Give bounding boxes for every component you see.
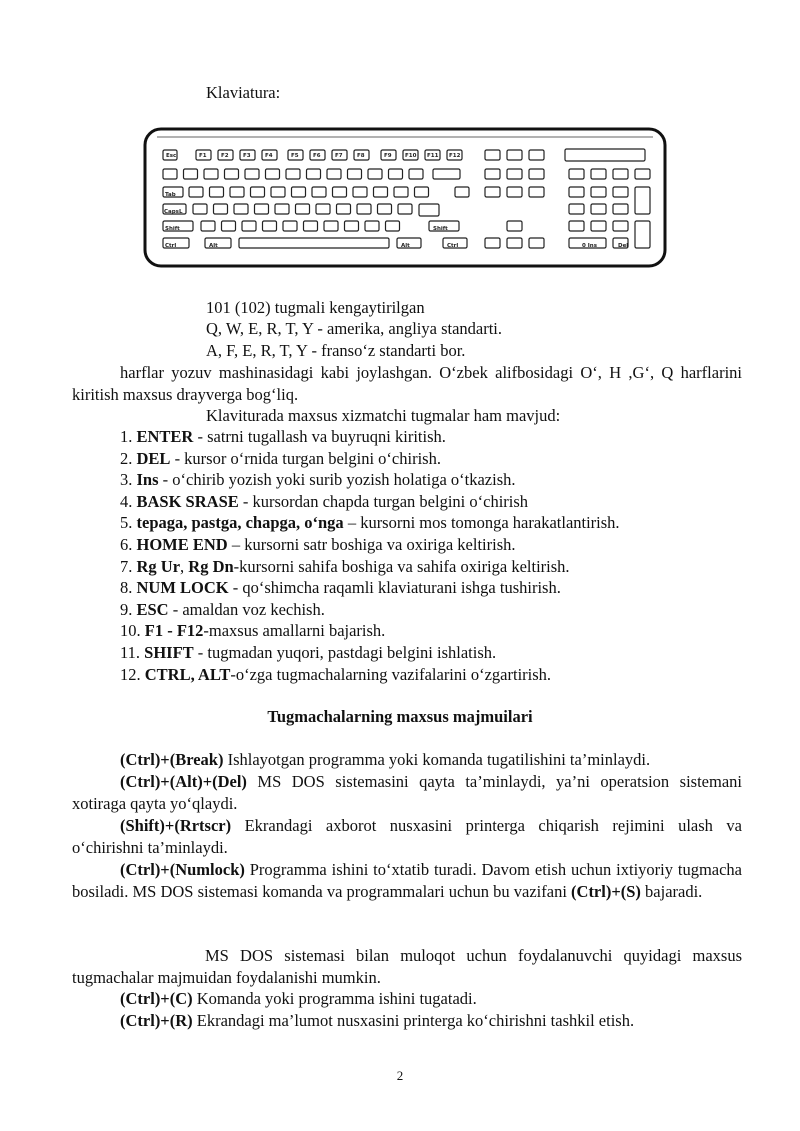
key-number-row [409, 169, 423, 179]
key-f2-label: F2 [221, 153, 229, 159]
key-numpad [613, 169, 628, 179]
key-f4-label: F4 [265, 153, 273, 159]
combo-text-tail: bajaradi. [640, 881, 703, 901]
key-number-row [307, 169, 321, 179]
key-letter [378, 204, 392, 214]
list-number: 3. [120, 470, 137, 490]
key-nav [485, 187, 500, 197]
combo-ctrl-numlock [72, 859, 742, 902]
key-f7-label: F7 [335, 153, 343, 159]
key-letter [283, 221, 297, 231]
key-space [239, 238, 389, 248]
key-letter [324, 221, 338, 231]
key-f11-label: F11 [427, 153, 439, 159]
combo-text: Ekrandagi ma’lumot nusxasini printerga ko‘chirishni tashkil etish. [192, 1011, 635, 1030]
combo-shift-prtscr [72, 815, 742, 858]
list-item [120, 556, 570, 578]
combo-key: (Shift)+(Rrtscr) [120, 816, 232, 835]
key-nav [507, 187, 522, 197]
key-number-row [204, 169, 218, 179]
key-f3-label: F3 [243, 153, 251, 159]
list-key: tepaga, pastga, chapga, o‘nga [136, 513, 344, 533]
key-arrow-up [507, 221, 522, 231]
key-f10-label: F10 [405, 153, 417, 159]
key-letter [353, 187, 367, 197]
key-tab-label: Tab [165, 192, 176, 198]
key-numpad [613, 221, 628, 231]
list-key-2: Rg Dn [188, 556, 234, 576]
list-item [120, 448, 441, 470]
key-numpad [569, 169, 584, 179]
list-number: 1. [120, 427, 137, 446]
list-item [120, 491, 528, 513]
key-numpad [569, 221, 584, 231]
list-number: 4. [120, 491, 137, 511]
combo-key: (Ctrl)+(C) [120, 989, 193, 1008]
key-f6-label: F6 [313, 153, 321, 159]
key-f8-label: F8 [357, 153, 365, 159]
key-letter [296, 204, 310, 214]
key-letter [255, 204, 269, 214]
list-item [120, 512, 620, 534]
key-letter [394, 187, 408, 197]
list-desc: -o‘zga tugmachalarning vazifalarini o‘zgartirish. [230, 664, 552, 684]
key-numpad [591, 204, 606, 214]
list-desc: - kursordan chapda turgan belgini o‘chirish [238, 491, 529, 511]
key-backspace [433, 169, 460, 179]
key-nav [529, 187, 544, 197]
key-letter [210, 187, 224, 197]
list-number: 11. [120, 643, 145, 662]
key-letter [193, 204, 207, 214]
key-letter [357, 204, 371, 214]
list-key: Rg Ur [136, 556, 181, 576]
key-ctrl-left-label: Ctrl [165, 243, 177, 249]
key-letter [271, 187, 285, 197]
list-desc: - amaldan voz kechish. [168, 599, 325, 619]
intro-line-3: A, F, E, R, T, Y - franso‘z standarti bor. [206, 341, 466, 360]
combo-key-inline: (Ctrl)+(S) [571, 881, 641, 901]
list-item [120, 426, 446, 448]
key-arrow [507, 238, 522, 248]
list-number: 6. [120, 535, 137, 554]
key-num-zero-label: 0 Ins [582, 243, 597, 249]
key-number-row [327, 169, 341, 179]
list-item [120, 469, 516, 491]
key-letter [234, 204, 248, 214]
list-number: 8. [120, 578, 137, 598]
key-letter [398, 204, 412, 214]
key-f9-label: F9 [384, 153, 392, 159]
keyboard-indicators [565, 149, 645, 161]
key-number-row [286, 169, 300, 179]
key-shift-right-label: Shift [433, 226, 448, 232]
list-key: NUM LOCK [136, 578, 229, 598]
list-desc: – kursorni satr boshiga va oxiriga keltirish. [227, 535, 516, 554]
combo-ctrl-alt-del [72, 771, 742, 814]
list-desc: -kursorni sahifa boshiga va sahifa oxiriga keltirish. [233, 556, 570, 576]
key-enter [419, 204, 439, 216]
key-numpad [591, 169, 606, 179]
key-letter [222, 221, 236, 231]
list-key: ESC [136, 599, 169, 619]
list-key: BASK SRASE [136, 491, 239, 511]
list-key: CTRL, ALT [144, 664, 231, 684]
key-numpad [613, 187, 628, 197]
combo-key: (Ctrl)+(Break) [120, 750, 224, 769]
key-number-row [245, 169, 259, 179]
list-key: DEL [136, 448, 171, 468]
key-letter [312, 187, 326, 197]
list-key: ENTER [136, 427, 194, 446]
list-number: 7. [120, 556, 137, 576]
section-heading: Tugmachalarning maxsus majmuilari [267, 707, 533, 726]
page-number: 2 [396, 1068, 404, 1083]
key-numpad [635, 169, 650, 179]
key-letter [263, 221, 277, 231]
key-number-row [348, 169, 362, 179]
key-arrow [529, 238, 544, 248]
key-number-row [184, 169, 198, 179]
list-item [120, 620, 385, 642]
list-number: 10. [120, 621, 145, 641]
combo-text: MS DOS sistemasini qayta ta’minlaydi, ya’ni operatsion sistemani xotiraga qayta yo‘qlaydi. [72, 772, 742, 813]
combo-text: Programma ishini to‘xtatib turadi. Davom etish uchun ixtiyoriy tugmacha bosiladi. MS DOS sistemasi komanda va programmalari uchun bu vazifani [72, 860, 742, 901]
list-item [120, 599, 325, 621]
combo-ctrl-r [72, 1010, 742, 1032]
list-number: 5. [120, 513, 137, 533]
list-key: HOME END [136, 535, 228, 554]
key-numpad [591, 221, 606, 231]
key-numpad-plus [635, 187, 650, 214]
key-sys-2 [529, 150, 544, 160]
list-number: 12. [120, 664, 145, 684]
key-letter [230, 187, 244, 197]
key-numpad [613, 204, 628, 214]
list-number: 9. [120, 599, 137, 619]
key-number-row [163, 169, 177, 179]
key-letter [345, 221, 359, 231]
key-letter [189, 187, 203, 197]
key-numpad [569, 204, 584, 214]
keyboard-illustration [143, 126, 667, 268]
key-number-row [225, 169, 239, 179]
key-letter [386, 221, 400, 231]
list-key: Ins [136, 470, 159, 490]
combo-ctrl-break [72, 749, 742, 771]
intro-line-1: 101 (102) tugmali kengaytirilgan [206, 298, 425, 317]
key-sys-1 [507, 150, 522, 160]
key-letter [333, 187, 347, 197]
combo-key: (Ctrl)+(Alt)+(Del) [120, 772, 247, 791]
key-letter [304, 221, 318, 231]
key-alt-left-label: Alt [209, 243, 218, 249]
list-item [120, 664, 551, 686]
key-ctrl-right-label: Ctrl [447, 243, 459, 249]
combo-key: (Ctrl)+(Numlock) [120, 860, 245, 879]
key-f12-label: F12 [449, 153, 461, 159]
key-letter [201, 221, 215, 231]
list-item [120, 642, 496, 664]
key-numpad-enter [635, 221, 650, 248]
key-shift-left-label: Shift [165, 226, 180, 232]
key-nav [529, 169, 544, 179]
list-item [120, 534, 516, 556]
key-esc-label: Esc [166, 153, 177, 159]
key-letter [316, 204, 330, 214]
key-alt-right-label: Alt [401, 243, 410, 249]
key-numpad [569, 187, 584, 197]
key-f1-label: F1 [199, 153, 207, 159]
paragraph-harflar: harflar yozuv mashinasidagi kabi joylashgan. O‘zbek alifbosidagi O‘, H ,G‘, Q harflarini kiritish maxsus drayverga bog‘liq. [72, 363, 742, 404]
key-nav [507, 169, 522, 179]
key-number-row [368, 169, 382, 179]
key-sys-0 [485, 150, 500, 160]
key-nav [485, 169, 500, 179]
combo-key: (Ctrl)+(R) [120, 1011, 193, 1030]
list-desc: - kursor o‘rnida turgan belgini o‘chirish. [170, 448, 441, 468]
key-f5-label: F5 [291, 153, 299, 159]
key-num-del-label: Del [618, 243, 629, 249]
list-desc: -maxsus amallarni bajarish. [203, 621, 386, 641]
key-letter [242, 221, 256, 231]
list-key: F1 - F12 [144, 621, 204, 641]
paragraph-ms-dos: MS DOS sistemasi bilan muloqot uchun foydalanuvchi quyidagi maxsus tugmachalar majmuidan foydalanishi mumkin. [72, 946, 742, 987]
combo-text: Ishlayotgan programma yoki komanda tugatilishini ta’minlaydi. [223, 750, 651, 769]
combo-text: Komanda yoki programma ishini tugatadi. [192, 989, 477, 1008]
key-caps-label: CapsL [164, 209, 183, 215]
key-letter [415, 187, 429, 197]
key-numpad [591, 187, 606, 197]
list-number: 2. [120, 448, 137, 468]
list-desc: - qo‘shimcha raqamli klaviaturani ishga tushirish. [228, 578, 561, 598]
list-desc: – kursorni mos tomonga harakatlantirish. [343, 513, 620, 533]
keyboard-title: Klaviatura: [206, 83, 281, 102]
key-letter [337, 204, 351, 214]
key-backslash [455, 187, 469, 197]
key-letter [292, 187, 306, 197]
service-keys-intro: Klaviturada maxsus xizmatchi tugmalar ham mavjud: [206, 406, 561, 425]
list-desc: - tugmadan yuqori, pastdagi belgini ishlatish. [193, 643, 497, 662]
key-letter [374, 187, 388, 197]
list-key: SHIFT [144, 643, 194, 662]
list-item [120, 577, 561, 599]
combo-text: Ekrandagi axborot nusxasini printerga chiqarish rejimini ulash va o‘chirishni ta’minlaydi. [72, 816, 742, 857]
key-arrow [485, 238, 500, 248]
key-letter [275, 204, 289, 214]
key-letter [214, 204, 228, 214]
key-number-row [266, 169, 280, 179]
list-desc: - o‘chirib yozish yoki surib yozish holatiga o‘tkazish. [158, 470, 516, 490]
list-sep: , [180, 556, 189, 576]
key-letter [251, 187, 265, 197]
key-letter [365, 221, 379, 231]
list-desc: - satrni tugallash va buyruqni kiritish. [193, 427, 446, 446]
key-number-row [389, 169, 403, 179]
combo-ctrl-c [72, 988, 742, 1010]
intro-line-2: Q, W, E, R, T, Y - amerika, angliya standarti. [206, 319, 503, 338]
